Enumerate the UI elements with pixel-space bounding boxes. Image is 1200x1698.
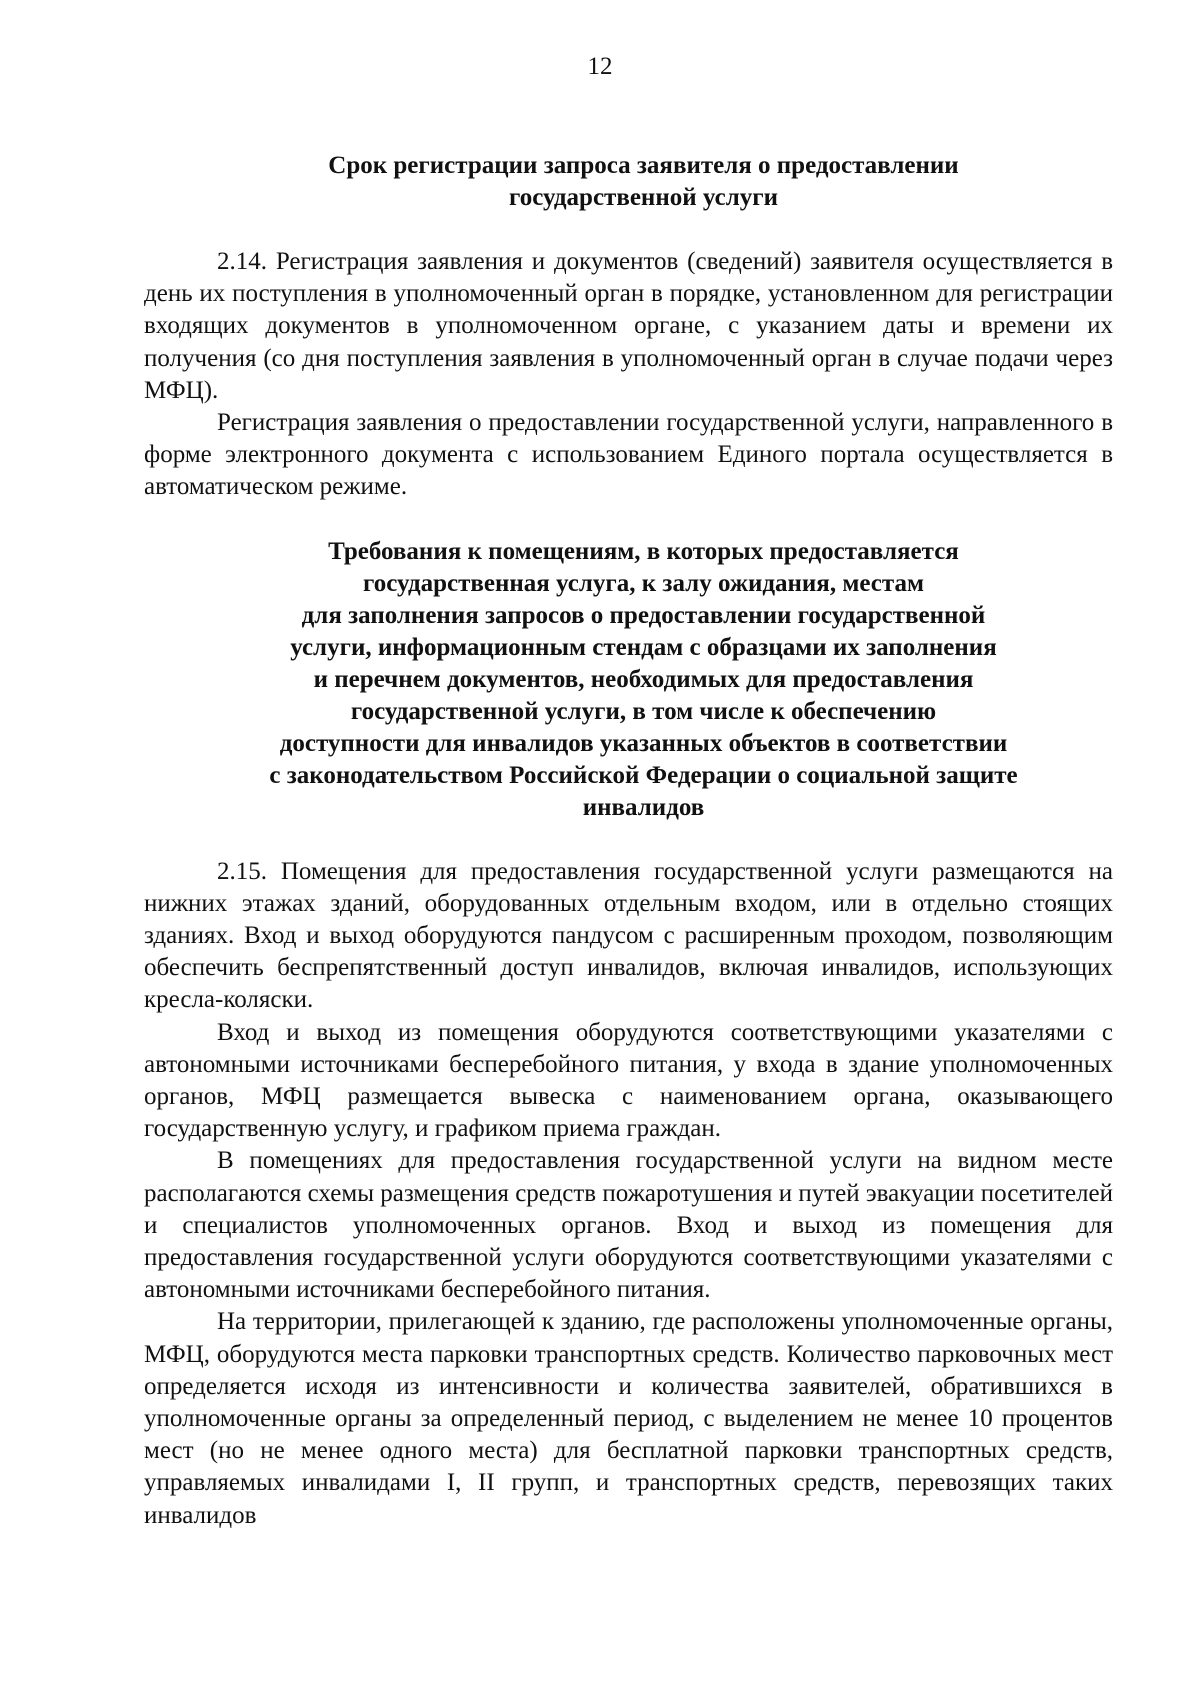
heading-line: с законодательством Российской Федерации о социальной защите <box>269 761 1018 789</box>
paragraph-evacuation-schemes: В помещениях для предоставления государственной услуги на видном месте располагаются схемы размещения средств пожаротушения и путей эвакуации посетителей и специалистов уполномоченных органов. Вход и выход из помещения для предоставления государственной услуги оборудуются соответствующими указателями с автономными источниками бесперебойного питания. <box>144 1147 1113 1304</box>
heading-line: Срок регистрации запроса заявителя о предоставлении <box>328 152 959 179</box>
heading-line: государственная услуга, к залу ожидания, местам <box>363 569 924 597</box>
paragraph-2-14: 2.14. Регистрация заявления и документов (сведений) заявителя осуществляется в день их поступления в уполномоченный орган в порядке, установленном для регистрации входящих документов в уполномоченном органе, с указанием даты и времени их получения (со дня поступления заявления в уполномоченный орган в случае подачи через МФЦ). <box>144 248 1113 404</box>
heading-line: Требования к помещениям, в которых предоставляется <box>328 537 959 565</box>
section-heading-registration-term <box>144 150 1113 214</box>
heading-line: инвалидов <box>582 793 705 821</box>
paragraph-2-15: 2.15. Помещения для предоставления государственной услуги размещаются на нижних этажах зданий, оборудованных отдельным входом, или в отдельно стоящих зданиях. Вход и выход оборудуются пандусом с расширенным проходом, позволяющим обеспечить беспрепятственный доступ инвалидов, включая инвалидов, использующих кресла-коляски. <box>144 857 1113 1014</box>
heading-line: услуги, информационным стендам с образцами их заполнения <box>290 633 997 661</box>
page-number: 12 <box>587 53 613 80</box>
heading-line: государственной услуги, в том числе к обеспечению <box>350 697 937 725</box>
paragraph-parking: На территории, прилегающей к зданию, где расположены уполномоченные органы, МФЦ, оборудуются места парковки транспортных средств. Количество парковочных мест определяется исходя из интенсивности и количества заявителей, обратившихся в уполномоченные органы за определенный период, с выделением не менее 10 процентов мест (но не менее одного места) для бесплатной парковки транспортных средств, управляемых инвалидами I, II групп, и транспортных средств, перевозящих таких инвалидов <box>144 1308 1113 1529</box>
heading-line: государственной услуги <box>508 184 779 211</box>
heading-line: для заполнения запросов о предоставлении государственной <box>301 601 986 629</box>
paragraph-electronic-registration: Регистрация заявления о предоставлении государственной услуги, направленного в форме электронного документа с использованием Единого портала осуществляется в автоматическом режиме. <box>144 409 1113 501</box>
heading-line: и перечнем документов, необходимых для предоставления <box>313 665 974 693</box>
page-content <box>144 150 1113 1532</box>
heading-line: доступности для инвалидов указанных объектов в соответствии <box>279 729 1008 757</box>
section-heading-premises-requirements <box>144 536 1113 824</box>
paragraph-entrance-signage: Вход и выход из помещения оборудуются соответствующими указателями с автономными источниками бесперебойного питания, у входа в здание уполномоченных органов, МФЦ размещается вывеска с наименованием органа, оказывающего государственную услугу, и графиком приема граждан. <box>144 1018 1113 1143</box>
